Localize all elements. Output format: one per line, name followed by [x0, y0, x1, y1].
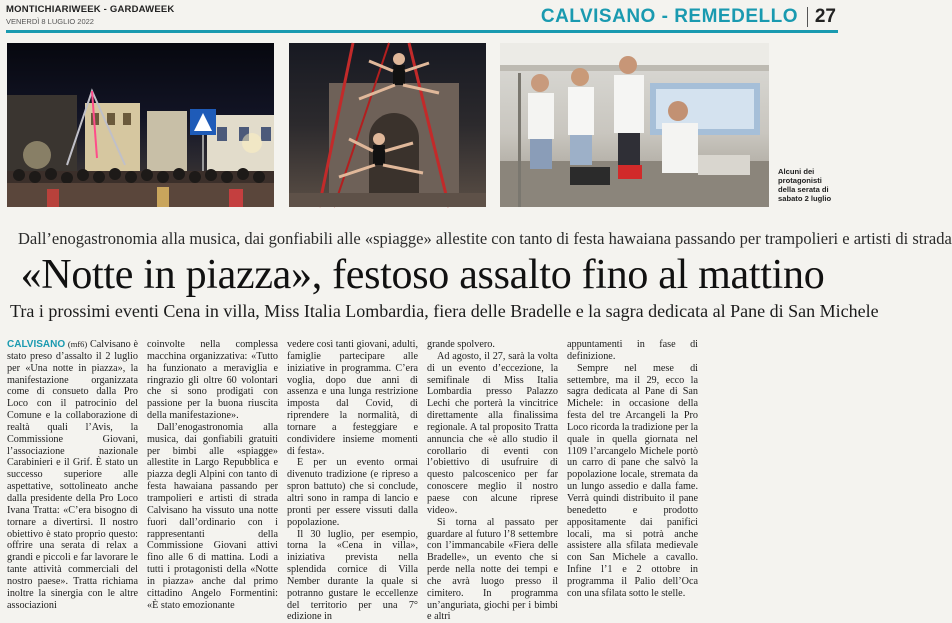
paragraph: grande spolvero.: [427, 339, 558, 351]
author-tag: (mf6): [68, 339, 87, 349]
paragraph: Si torna al passato per guardare al futuro l’8 settembre con l’immancabile «Fiera delle Bradelle», un evento che si perde nella notte dei tempi e che avrà luogo presso il cimitero. In programma un’anguriata, giochi per i bimbi e altri: [427, 517, 558, 623]
paper-name: MONTICHIARIWEEK - GARDAWEEK: [6, 4, 174, 15]
paragraph: coinvolte nella complessa macchina organizzativa: «Tutto ha funzionato a meraviglia e ringrazio gli oltre 60 volontari che si sono prodigati con passione per la buona riuscita della manifestazione».: [147, 339, 278, 422]
masthead-left: [6, 4, 174, 26]
paragraph-text: Calvisano è stato preso d’assalto il 2 luglio per «Una notte in piazza», la manifestazione organizzata come di consueto dalla Pro Loco con il patrocinio del Comune e la collaborazione di realtà quali l’Avis, la Commissione Giovani, l’associazione nazionale Carabinieri e il Grif. È stato un successo superiore alle aspettative, sottolineato anche dalla presidente della Pro Loco Ivana Tratta: «C’era bisogno di tornare a divertirsi. Il nostro obiettivo è stato proprio questo: offrire una serata di relax a grandi e piccoli e far lavorare le tante attività commerciali del nostro paese». Tratta richiama inoltre la sinergia con le altre associazioni: [7, 339, 138, 611]
article-column-3: [287, 339, 418, 530]
paragraph: appuntamenti in fase di definizione.: [567, 339, 698, 363]
dateline: CALVISANO: [7, 339, 65, 350]
section-title: CALVISANO - REMEDELLO: [541, 6, 798, 28]
article-headline: «Notte in piazza», festoso assalto fino al mattino: [10, 252, 835, 298]
photo-night-square-crowd: [7, 43, 274, 207]
article-subhead: Tra i prossimi eventi Cena in villa, Miss Italia Lombardia, fiera delle Bradelle e la sagra dedicata al Pane di San Michele: [10, 301, 835, 322]
article-column-5: [567, 339, 698, 530]
masthead-rule: [6, 30, 838, 33]
issue-date: VENERDÌ 8 LUGLIO 2022: [6, 17, 174, 26]
article-column-4: [427, 339, 558, 530]
masthead: [6, 3, 838, 35]
page-number: 27: [815, 6, 836, 28]
paragraph: vedere così tanti giovani, adulti, famiglie partecipare alle iniziative in programma. C’era voglia, dopo due anni di assenza e una lunga restrizione imposta dal Covid, di riprendere la normalità, di tornare a festeggiare e condividere insieme momenti di festa».: [287, 339, 418, 457]
article-kicker: Dall’enogastronomia alla musica, dai gonfiabili alle «spiagge» allestite con tanto di festa hawaiana passando per trampolieri e artisti di strada: [18, 229, 826, 249]
paragraph: Sempre nel mese di settembre, ma il 29, ecco la sagra dedicata al Pane di San Michele: in occasione della festa del tre Arcangeli la Pro Loco ricorda la tradizione per la quale in quella giornata nel 1109 l’arcangelo Michele portò un carro di pane che salvò la popolazione locale, stremata da un lungo assedio e dalla fame. Verrà quindi distribuito il pane benedetto e prodotto appositamente dai panifici locali, ma si potrà anche assistere alla sfilata medievale con San Michele a cavallo. Infine l’1 e 2 ottobre in programma il Palio dell’Oca con una sfilata sotto le stelle.: [567, 363, 698, 600]
photo-aerial-acrobats: [289, 43, 486, 207]
article-column-1: [7, 339, 138, 530]
article-body: [7, 339, 839, 530]
paragraph: Dall’enogastronomia alla musica, dai gonfiabili gratuiti per bimbi alle «spiagge» allestite in Largo Repubblica e piazza degli Alpini con tanto di festa hawaiana passando per trampolieri e artisti di strada Calvisano ha vissuto una notte fuori dall’ordinario con i rappresentanti della Commissione Giovani attivi fino alle 6 di mattina. Lodi a tutti i protagonisti della «Notte in piazza» anche dal primo cittadino Angelo Formentini: «È stato emozionante: [147, 422, 278, 612]
paragraph: E per un evento ormai divenuto tradizione (e ripreso a spron battuto) che si conclude, altri sono in rampa di lancio e pronti per essere vissuti dalla popolazione.: [287, 457, 418, 528]
paragraph: Il 30 luglio, per esempio, torna la «Cena in villa», iniziativa prevista nella splendida cornice di Villa Nember durante la quale si potranno gustare le eccellenze del territorio per una 7° edizione in: [287, 529, 418, 623]
paragraph: [7, 339, 138, 611]
photo-proloco-protagonists: [500, 43, 769, 207]
article-column-2: [147, 339, 278, 530]
photo-caption: Alcuni dei protagonisti della serata di sabato 2 luglio: [778, 168, 840, 204]
paragraph: Ad agosto, il 27, sarà la volta di un evento d’eccezione, la semifinale di Miss Italia Lombardia presso Palazzo Lechi che porterà la vincitrice direttamente alla finalissima regionale. A tal proposito Tratta annuncia che «è allo studio il corollario di eventi con l’obiettivo di usufruire di questo palcoscenico per far conoscere meglio il nostro paese con alcune riprese video».: [427, 351, 558, 517]
masthead-divider: [807, 7, 808, 27]
